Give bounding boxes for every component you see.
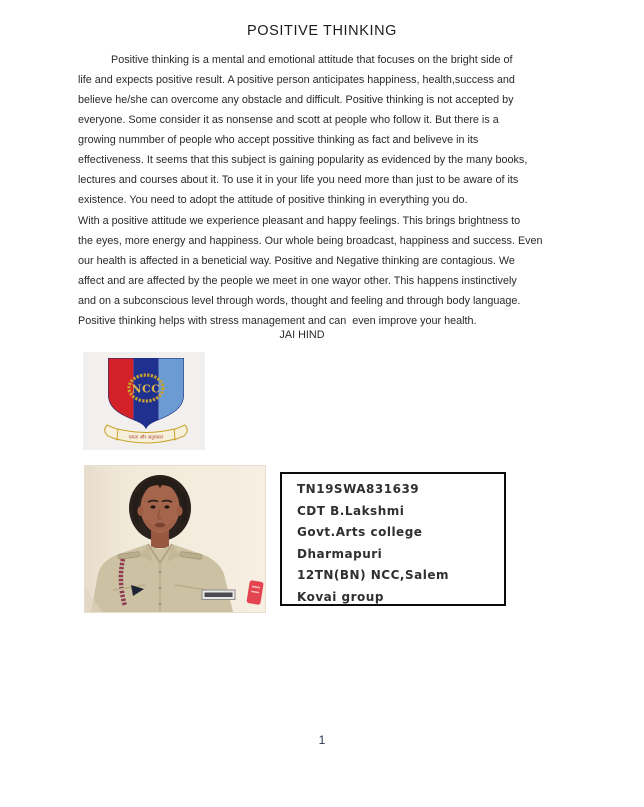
cadet-photo: [85, 466, 265, 612]
body-line: With a positive attitude we experience pleasant and happy feelings. This brings brightness to: [78, 215, 521, 227]
ncc-motto-text: एकता और अनुशासन: [128, 435, 164, 441]
id-line-college: Govt.Arts college: [297, 525, 423, 539]
id-box: [280, 472, 506, 606]
ncc-emblem-icon: [83, 352, 205, 450]
document-title: POSITIVE THINKING: [246, 23, 398, 39]
id-line-regimental-number: TN19SWA831639: [297, 482, 420, 496]
body-line: Positive thinking is a mental and emotional attitude that focuses on the bright side of: [111, 54, 513, 66]
id-line-group: Kovai group: [297, 589, 384, 604]
ncc-emblem-image: [83, 352, 205, 450]
salute-text: JAI HIND: [279, 329, 325, 341]
body-line: effectiveness. It seems that this subject is gaining popularity as evidenced by the many books,: [78, 154, 528, 166]
body-line: growing nummber of people who accept possitive thinking as fact and beliveve in its: [78, 134, 479, 146]
paragraph-1: [78, 50, 578, 210]
id-line-city: Dharmapuri: [297, 546, 383, 561]
body-line: believe he/she can overcome any obstacle and difficult. Positive thinking is not accepted by: [78, 94, 514, 106]
body-line: the eyes, more energy and happiness. Our whole being broadcast, happiness and success. Even: [78, 235, 543, 247]
body-line: and on a subconscious level through words, thought and feeling and through body language.: [78, 295, 521, 307]
body-line: lectures and courses about it. To use it in your life you need more than just to be aware of its: [78, 174, 519, 186]
body-line: affect and are affected by the people we meet in one wayor other. This happens instinctively: [78, 275, 517, 287]
body-line: existence. You need to adopt the attitude of positive thinking in everything you do.: [78, 194, 468, 206]
body-line: life and expects positive result. A positive person anticipates happiness, health,success and: [78, 74, 515, 86]
id-line-cadet-name: CDT B.Lakshmi: [297, 503, 405, 518]
body-line: everyone. Some consider it as nonsense and scott at people who follow it. But there is a: [78, 114, 499, 126]
id-line-battalion: 12TN(BN) NCC,Salem: [297, 568, 449, 582]
ncc-acronym: NCC: [131, 382, 161, 396]
body-line: our health is affected in a beneticial way. Positive and Negative thinking are contagious. We: [78, 255, 515, 267]
paragraph-2: [78, 211, 578, 331]
body-line: Positive thinking helps with stress management and can even improve your health.: [78, 315, 477, 327]
page-number: 1: [318, 733, 326, 747]
